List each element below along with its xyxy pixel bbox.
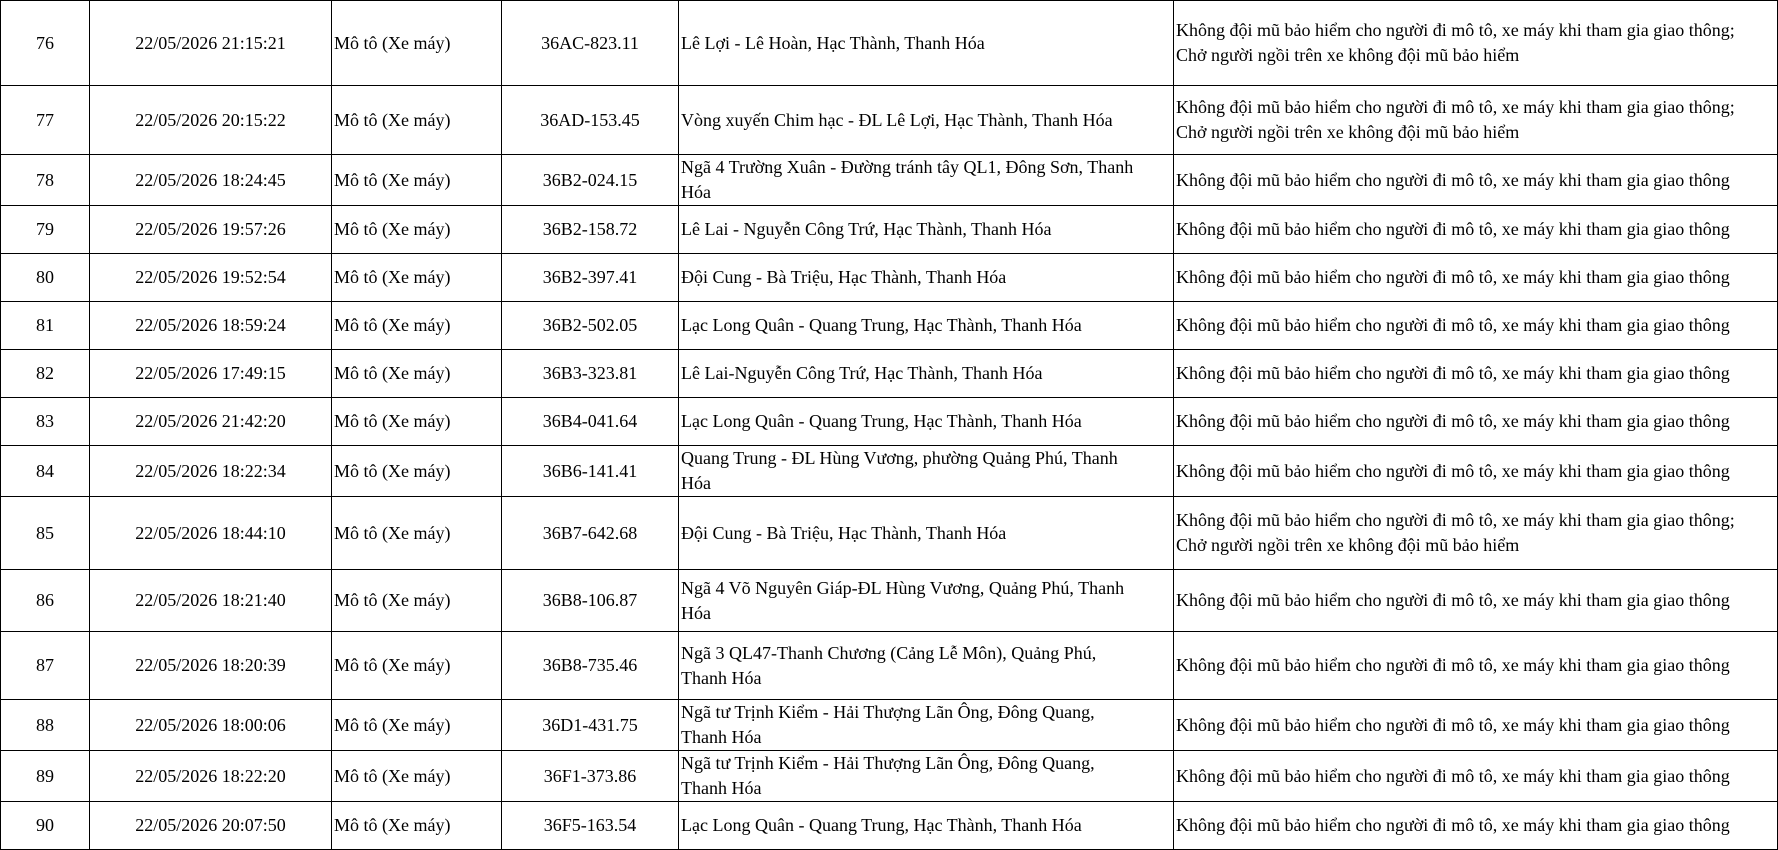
table-row [1,446,1778,497]
row-number-cell: 86 [1,570,90,632]
location-cell-line: Lê Lợi - Lê Hoàn, Hạc Thành, Thanh Hóa [681,32,985,53]
violation-description-cell [1174,254,1778,302]
vehicle-type-cell: Mô tô (Xe máy) [332,446,502,497]
violation-description-cell-line: Không đội mũ bảo hiểm cho người đi mô tô, xe máy khi tham gia giao thông [1176,219,1730,239]
row-number-cell: 81 [1,302,90,350]
location-cell [679,302,1174,350]
license-plate-cell: 36B8-106.87 [502,570,679,632]
location-cell [679,632,1174,700]
license-plate-cell: 36B2-158.72 [502,206,679,254]
location-cell-line: Lạc Long Quân - Quang Trung, Hạc Thành, Thanh Hóa [681,315,1082,335]
vehicle-type-cell: Mô tô (Xe máy) [332,155,502,206]
license-plate-cell: 36B7-642.68 [502,497,679,570]
location-cell-line: Đội Cung - Bà Triệu, Hạc Thành, Thanh Hóa [681,267,1007,287]
violation-description-cell-line: Không đội mũ bảo hiểm cho người đi mô tô, xe máy khi tham gia giao thông; [1176,510,1735,530]
violation-description-cell [1174,497,1778,570]
location-cell-line: Lạc Long Quân - Quang Trung, Hạc Thành, Thanh Hóa [681,411,1082,431]
table-row [1,802,1778,850]
violation-description-cell [1174,446,1778,497]
violation-description-cell [1174,155,1778,206]
vehicle-type-cell: Mô tô (Xe máy) [332,1,502,86]
table-row [1,206,1778,254]
violations-table-body [1,1,1778,850]
location-cell-line: Hóa [681,473,711,493]
row-number-cell: 89 [1,751,90,802]
license-plate-cell: 36B8-735.46 [502,632,679,700]
location-cell-line: Hóa [681,182,711,202]
vehicle-type-cell: Mô tô (Xe máy) [332,497,502,570]
location-cell [679,570,1174,632]
license-plate-cell: 36F5-163.54 [502,802,679,850]
vehicle-type-cell: Mô tô (Xe máy) [332,632,502,700]
license-plate-cell: 36B2-397.41 [502,254,679,302]
table-row [1,86,1778,155]
row-number-cell: 76 [1,1,90,86]
location-cell-line: Ngã tư Trịnh Kiểm - Hải Thượng Lãn Ông, Đông Quang, [681,753,1095,773]
table-row [1,155,1778,206]
license-plate-cell: 36B2-502.05 [502,302,679,350]
vehicle-type-cell: Mô tô (Xe máy) [332,802,502,850]
vehicle-type-cell: Mô tô (Xe máy) [332,86,502,155]
table-row [1,350,1778,398]
location-cell-line: Ngã 4 Võ Nguyên Giáp-ĐL Hùng Vương, Quảng Phú, Thanh [681,577,1125,598]
license-plate-cell: 36AD-153.45 [502,86,679,155]
violation-description-cell-line: Không đội mũ bảo hiểm cho người đi mô tô, xe máy khi tham gia giao thông [1176,655,1730,675]
location-cell [679,1,1174,86]
row-number-cell: 87 [1,632,90,700]
row-number-cell: 88 [1,700,90,751]
table-row [1,497,1778,570]
table-row [1,302,1778,350]
violation-description-cell-line: Chở người ngồi trên xe không đội mũ bảo hiểm [1176,45,1520,65]
location-cell-line: Lê Lai-Nguyễn Công Trứ, Hạc Thành, Thanh Hóa [681,363,1043,383]
license-plate-cell: 36B4-041.64 [502,398,679,446]
location-cell [679,206,1174,254]
violation-time-cell: 22/05/2026 18:22:20 [90,751,332,802]
violation-time-cell: 22/05/2026 18:21:40 [90,570,332,632]
location-cell [679,254,1174,302]
violation-description-cell-line: Không đội mũ bảo hiểm cho người đi mô tô, xe máy khi tham gia giao thông [1176,169,1730,190]
location-cell-line: Ngã tư Trịnh Kiểm - Hải Thượng Lãn Ông, Đông Quang, [681,702,1095,722]
row-number-cell: 82 [1,350,90,398]
vehicle-type-cell: Mô tô (Xe máy) [332,398,502,446]
violation-description-cell-line: Không đội mũ bảo hiểm cho người đi mô tô, xe máy khi tham gia giao thông; [1176,97,1735,117]
violation-description-cell [1174,632,1778,700]
location-cell [679,86,1174,155]
location-cell-line: Ngã 3 QL47-Thanh Chương (Cảng Lễ Môn), Quảng Phú, [681,642,1097,663]
table-row [1,570,1778,632]
violation-time-cell: 22/05/2026 18:20:39 [90,632,332,700]
location-cell [679,446,1174,497]
license-plate-cell: 36AC-823.11 [502,1,679,86]
location-cell-line: Thanh Hóa [681,727,762,747]
location-cell-line: Lê Lai - Nguyễn Công Trứ, Hạc Thành, Thanh Hóa [681,219,1052,239]
row-number-cell: 79 [1,206,90,254]
location-cell-line: Thanh Hóa [681,667,762,688]
violation-description-cell [1174,86,1778,155]
violation-description-cell-line: Không đội mũ bảo hiểm cho người đi mô tô, xe máy khi tham gia giao thông; [1176,20,1735,40]
violation-description-cell-line: Không đội mũ bảo hiểm cho người đi mô tô, xe máy khi tham gia giao thông [1176,411,1730,431]
table-row [1,632,1778,700]
location-cell-line: Thanh Hóa [681,778,762,798]
vehicle-type-cell: Mô tô (Xe máy) [332,350,502,398]
violation-description-cell-line: Không đội mũ bảo hiểm cho người đi mô tô, xe máy khi tham gia giao thông [1176,815,1730,835]
violation-time-cell: 22/05/2026 18:22:34 [90,446,332,497]
row-number-cell: 83 [1,398,90,446]
violation-description-cell [1174,700,1778,751]
violation-description-cell-line: Chở người ngồi trên xe không đội mũ bảo hiểm [1176,535,1520,555]
violation-description-cell [1174,570,1778,632]
vehicle-type-cell: Mô tô (Xe máy) [332,570,502,632]
row-number-cell: 90 [1,802,90,850]
violation-time-cell: 22/05/2026 18:44:10 [90,497,332,570]
table-row [1,254,1778,302]
location-cell [679,155,1174,206]
table-row [1,700,1778,751]
violation-time-cell: 22/05/2026 19:52:54 [90,254,332,302]
location-cell-line: Hóa [681,602,711,623]
row-number-cell: 80 [1,254,90,302]
vehicle-type-cell: Mô tô (Xe máy) [332,254,502,302]
violation-description-cell-line: Chở người ngồi trên xe không đội mũ bảo hiểm [1176,122,1520,142]
location-cell-line: Ngã 4 Trường Xuân - Đường tránh tây QL1, Đông Sơn, Thanh [681,157,1134,177]
violation-time-cell: 22/05/2026 18:59:24 [90,302,332,350]
violation-description-cell-line: Không đội mũ bảo hiểm cho người đi mô tô, xe máy khi tham gia giao thông [1176,714,1730,735]
table-row [1,1,1778,86]
location-cell [679,751,1174,802]
violation-description-cell [1174,398,1778,446]
violation-description-cell [1174,206,1778,254]
license-plate-cell: 36B3-323.81 [502,350,679,398]
vehicle-type-cell: Mô tô (Xe máy) [332,700,502,751]
violation-description-cell-line: Không đội mũ bảo hiểm cho người đi mô tô, xe máy khi tham gia giao thông [1176,267,1730,287]
violation-description-cell [1174,302,1778,350]
row-number-cell: 78 [1,155,90,206]
violation-description-cell [1174,350,1778,398]
violation-time-cell: 22/05/2026 21:15:21 [90,1,332,86]
table-row [1,398,1778,446]
violation-description-cell-line: Không đội mũ bảo hiểm cho người đi mô tô, xe máy khi tham gia giao thông [1176,590,1730,610]
vehicle-type-cell: Mô tô (Xe máy) [332,206,502,254]
license-plate-cell: 36F1-373.86 [502,751,679,802]
row-number-cell: 84 [1,446,90,497]
location-cell-line: Vòng xuyến Chim hạc - ĐL Lê Lợi, Hạc Thành, Thanh Hóa [681,109,1113,130]
row-number-cell: 85 [1,497,90,570]
vehicle-type-cell: Mô tô (Xe máy) [332,751,502,802]
license-plate-cell: 36D1-431.75 [502,700,679,751]
violation-description-cell [1174,751,1778,802]
row-number-cell: 77 [1,86,90,155]
violation-time-cell: 22/05/2026 18:00:06 [90,700,332,751]
license-plate-cell: 36B2-024.15 [502,155,679,206]
violation-time-cell: 22/05/2026 19:57:26 [90,206,332,254]
violation-time-cell: 22/05/2026 20:15:22 [90,86,332,155]
location-cell [679,700,1174,751]
location-cell-line: Quang Trung - ĐL Hùng Vương, phường Quảng Phú, Thanh [681,448,1118,468]
location-cell-line: Đội Cung - Bà Triệu, Hạc Thành, Thanh Hóa [681,522,1007,543]
violation-description-cell-line: Không đội mũ bảo hiểm cho người đi mô tô, xe máy khi tham gia giao thông [1176,765,1730,786]
violation-time-cell: 22/05/2026 18:24:45 [90,155,332,206]
violation-description-cell [1174,1,1778,86]
table-row [1,751,1778,802]
violation-time-cell: 22/05/2026 20:07:50 [90,802,332,850]
violation-description-cell-line: Không đội mũ bảo hiểm cho người đi mô tô, xe máy khi tham gia giao thông [1176,363,1730,383]
violation-time-cell: 22/05/2026 17:49:15 [90,350,332,398]
location-cell [679,350,1174,398]
location-cell-line: Lạc Long Quân - Quang Trung, Hạc Thành, Thanh Hóa [681,815,1082,835]
location-cell [679,497,1174,570]
location-cell [679,802,1174,850]
violation-description-cell-line: Không đội mũ bảo hiểm cho người đi mô tô, xe máy khi tham gia giao thông [1176,460,1730,481]
location-cell [679,398,1174,446]
vehicle-type-cell: Mô tô (Xe máy) [332,302,502,350]
violation-description-cell-line: Không đội mũ bảo hiểm cho người đi mô tô, xe máy khi tham gia giao thông [1176,315,1730,335]
violation-description-cell [1174,802,1778,850]
license-plate-cell: 36B6-141.41 [502,446,679,497]
violation-time-cell: 22/05/2026 21:42:20 [90,398,332,446]
